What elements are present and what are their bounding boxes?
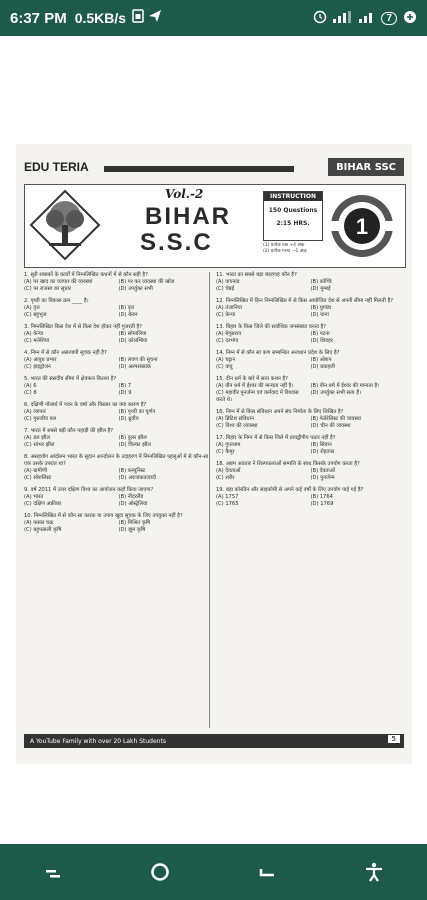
answer-option: (D) 1769 bbox=[310, 501, 334, 507]
question-text: 16. निम्न में से किस संविधान अपने संघ निर्माता के लिए लिखित है? bbox=[216, 409, 344, 415]
answer-option: (D) रोहतास bbox=[310, 449, 335, 455]
scanned-page[interactable] bbox=[16, 144, 412, 764]
status-bar bbox=[0, 0, 427, 36]
tree-logo-icon bbox=[29, 189, 101, 261]
answer-option: (A) केन्या bbox=[24, 331, 44, 337]
page-header bbox=[24, 158, 404, 180]
question-item bbox=[216, 350, 401, 371]
page-footer bbox=[24, 734, 404, 748]
answer-option: (A) तंजानिया bbox=[216, 305, 242, 311]
set-number: 1 bbox=[355, 214, 369, 239]
answer-option: (C) पर राजस्व का सुधार bbox=[24, 286, 72, 292]
answer-option: (C) महावीर पुनर्जन्म एवं कर्मवाद में विश्वास करते थे। bbox=[216, 390, 299, 403]
option-grid bbox=[216, 442, 401, 456]
question-text: 4. निम्न में से कौन असत्यापी सूचक नहीं है? bbox=[24, 350, 107, 356]
answer-option: (A) 1757 bbox=[216, 494, 239, 500]
option-grid bbox=[24, 305, 209, 319]
question-text: 17. बिहार के निम्न में से किस जिले में प्रायद्वीपीय पठार नहीं है? bbox=[216, 435, 336, 441]
option-grid bbox=[24, 435, 209, 449]
instruction-note: (1) प्रत्येक प्रश्न +4 अंक bbox=[263, 243, 305, 248]
send-icon bbox=[148, 9, 162, 28]
answer-option: (D) मुम्बई bbox=[310, 286, 331, 292]
answer-option: (A) ब्रिटिश संविधान bbox=[216, 416, 254, 422]
question-item bbox=[216, 487, 401, 508]
answer-option: (C) केन्या bbox=[216, 312, 236, 318]
answer-option: (D) उपर्युक्त सभी bbox=[118, 286, 153, 292]
option-grid bbox=[216, 331, 401, 345]
menu-icon bbox=[42, 861, 64, 883]
question-item bbox=[24, 513, 209, 534]
answer-option: (A) चट्टान bbox=[216, 357, 236, 363]
answer-option: (A) भारत bbox=[24, 494, 44, 500]
answer-option: (B) नीदरलैंड bbox=[118, 494, 144, 500]
page-number: 5 bbox=[388, 735, 400, 743]
answer-option: (B) फेडेरेलिस्ट की व्यवस्था bbox=[310, 416, 362, 422]
signal-icon bbox=[333, 11, 353, 26]
answer-option: (A) डल झील bbox=[24, 435, 50, 441]
answer-option: (C) कैमूर bbox=[216, 449, 235, 455]
answer-option: (B) सिवान bbox=[310, 442, 332, 448]
question-text: 18. अष्टम अवतार ने शिल्पकलाओं सम्पत्ति के साथ किसके उपयोग करता है? bbox=[216, 461, 360, 467]
answer-option: (D) ऑस्ट्रेलिया bbox=[118, 501, 148, 507]
accessibility-button[interactable] bbox=[354, 852, 394, 892]
question-item bbox=[216, 376, 401, 404]
battery-icon: 7 bbox=[381, 12, 397, 25]
answer-option: (C) सोशलिस्ट bbox=[24, 475, 52, 481]
answer-option: (A) आयुध प्रभार bbox=[24, 357, 57, 363]
answer-option: (B) ओशन bbox=[310, 357, 332, 363]
answer-option: (A) वृत्त bbox=[24, 305, 40, 311]
question-text: 13. बिहार के किस जिले की सर्वाधिक जनसंख्या घनत्व है? bbox=[216, 324, 327, 330]
answer-option: (C) गुरुत्वीय बल bbox=[24, 416, 57, 422]
question-text: 6. दक्षिणी गोलार्ध में पवन के वर्षा और विस्तार का क्या कारण है? bbox=[24, 402, 147, 408]
question-item bbox=[24, 350, 209, 371]
right-question-column bbox=[216, 272, 401, 513]
answer-option: (D) ध्रुवीय bbox=[118, 416, 139, 422]
option-grid bbox=[216, 279, 401, 293]
question-text: 19. बड़ा कोरतिन और साइकोमी से अपने कई वर्षों के लिए उपयोग पाई गई है? bbox=[216, 487, 364, 493]
question-text: 14. निम्न में से कौन सा कण सम्बन्धित अनाधान प्रदेश के लिए है? bbox=[216, 350, 340, 356]
answer-option: (C) चेन्नई bbox=[216, 286, 235, 292]
answer-option: (A) फसल चक्र bbox=[24, 520, 54, 526]
option-grid bbox=[24, 383, 209, 397]
set-number-badge bbox=[329, 193, 395, 259]
answer-option: (D) चिल्का झील bbox=[118, 442, 151, 448]
brand-name: EDU TERIA bbox=[24, 160, 89, 174]
answer-option: (C) 8 bbox=[24, 390, 37, 396]
answer-option: (B) पृथ्वी का घूर्णन bbox=[118, 409, 156, 415]
plus-circle-icon bbox=[403, 10, 417, 27]
answer-option: (A) 6 bbox=[24, 383, 37, 389]
answer-option: (C) सांभर झील bbox=[24, 442, 55, 448]
instruction-time: 2:15 HRS. bbox=[276, 220, 310, 227]
option-grid bbox=[24, 331, 209, 345]
navigation-bar bbox=[0, 844, 427, 900]
question-item bbox=[216, 272, 401, 293]
answer-option: (D) अराजकतावादी bbox=[118, 475, 157, 481]
instruction-notes bbox=[263, 243, 307, 255]
question-item bbox=[24, 487, 209, 508]
answer-option: (A) देवताओं bbox=[216, 468, 241, 474]
option-grid bbox=[216, 494, 401, 508]
title-line-2: S.S.C bbox=[140, 229, 213, 256]
option-grid bbox=[24, 494, 209, 508]
question-item bbox=[24, 428, 209, 449]
answer-option: (B) 1764 bbox=[310, 494, 333, 500]
answer-option: (A) गुप्तधाम bbox=[216, 442, 241, 448]
answer-option: (A) वायनाड bbox=[216, 279, 240, 285]
question-text: 10. निम्नलिखित में से कौन सा कारक या उपाय खुदा सूचक के लिए उपयुक्त नहीं है? bbox=[24, 513, 183, 519]
instruction-questions: 150 Questions bbox=[268, 207, 318, 214]
answer-option: (C) 1765 bbox=[216, 501, 239, 507]
answer-option: (D) घाना bbox=[310, 312, 329, 318]
answer-option: (C) बहुफसली कृषि bbox=[24, 527, 62, 533]
answer-option: (B) पटना bbox=[310, 331, 330, 337]
question-columns bbox=[24, 272, 404, 732]
clock: 6:37 PM bbox=[10, 9, 67, 27]
question-text: 3. निम्नलिखित किस देश में से किस देश होकर नहीं गुजरती है? bbox=[24, 324, 143, 330]
answer-option: (C) शरीर bbox=[216, 475, 235, 481]
answer-option: (A) वीन धर्म में ईश्वर की मान्यता नहीं है। bbox=[216, 383, 294, 389]
question-item bbox=[24, 324, 209, 345]
answer-option: (B) सोमालिया bbox=[118, 331, 147, 337]
answer-option: (C) वायु bbox=[216, 364, 233, 370]
answer-option: (A) व्यापार bbox=[24, 409, 46, 415]
option-grid bbox=[24, 468, 209, 482]
answer-option: (D) 9 bbox=[118, 390, 132, 396]
instruction-header: INSTRUCTION bbox=[264, 192, 322, 201]
option-grid bbox=[24, 357, 209, 371]
question-item bbox=[24, 376, 209, 397]
question-text: 8. असहयोग आंदोलन भारत के सूदान आन्दोलन के उदाहरण में निम्नलिखित पहलुओं में से कौन-सा एक उसके उपरांत था? bbox=[24, 454, 209, 467]
answer-option: (B) लवण की सूचना bbox=[118, 357, 158, 363]
answer-option: (D) शिवहर bbox=[310, 338, 333, 344]
answer-option: (B) देवताओं bbox=[310, 468, 335, 474]
answer-option: (C) विश्व की व्यवस्था bbox=[216, 423, 258, 429]
option-grid bbox=[216, 416, 401, 430]
answer-option: (D) बेलन bbox=[118, 312, 138, 318]
option-grid bbox=[216, 305, 401, 319]
answer-option: (D) अल्पसंख्यक bbox=[118, 364, 151, 370]
exam-tag: BIHAR SSC bbox=[328, 158, 404, 176]
answer-option: (C) दरभंगा bbox=[216, 338, 239, 344]
answer-option: (B) मिश्रित कृषि bbox=[118, 520, 151, 526]
answer-option: (B) वृत्त bbox=[118, 305, 135, 311]
answer-option: (D) कोलम्बिया bbox=[118, 338, 148, 344]
question-text: 9. वर्ष 2011 में उत्तर दक्षिण विश्व का आयोजन कहाँ किया जाएगा? bbox=[24, 487, 154, 493]
answer-option: (C) हाइड्रोजन bbox=[24, 364, 51, 370]
question-text: 15. दीन धर्म के बारे में सत्य कथन है? bbox=[216, 376, 288, 382]
answer-option: (A) बेगूसराय bbox=[216, 331, 242, 337]
option-grid bbox=[24, 520, 209, 534]
answer-option: (B) कोच्चि bbox=[310, 279, 332, 285]
question-text: 12. निम्नलिखित में किन निम्नलिखित में से किस आयोजित देश से अपनी सीमा नहीं मिलती है? bbox=[216, 298, 394, 304]
question-item bbox=[24, 454, 209, 482]
menu-button[interactable] bbox=[33, 852, 73, 892]
instruction-note: (2) प्रत्येक गलत −1 अंक bbox=[263, 249, 307, 254]
header-rule bbox=[104, 166, 294, 172]
instruction-box bbox=[263, 191, 323, 241]
alarm-icon bbox=[313, 10, 327, 27]
answer-option: (B) वुलर झील bbox=[118, 435, 147, 441]
option-grid bbox=[216, 357, 401, 371]
question-text: 5. भारत की संसदीय सीमा में क्षेत्रफल कितना है? bbox=[24, 376, 117, 382]
question-item bbox=[24, 272, 209, 293]
question-item bbox=[216, 461, 401, 482]
answer-option: (A) ग्रामीणी bbox=[24, 468, 48, 474]
answer-option: (C) बहुभुज bbox=[24, 312, 47, 318]
option-grid bbox=[24, 409, 209, 423]
title-banner bbox=[24, 184, 406, 268]
answer-option: (A) पर खाद का व्यापार की व्यवस्था bbox=[24, 279, 93, 285]
question-item bbox=[24, 402, 209, 423]
answer-option: (B) वीन धर्म में ईश्वर की मान्यता है। bbox=[310, 383, 380, 389]
footer-text: A YouTube Family with over 20 Lakh Students bbox=[30, 737, 166, 745]
answer-option: (B) कम्युनिस्ट bbox=[118, 468, 146, 474]
question-item bbox=[24, 298, 209, 319]
sim-icon bbox=[132, 9, 144, 28]
network-speed: 0.5KB/s bbox=[74, 10, 127, 26]
accessibility-icon bbox=[363, 861, 385, 883]
volume-label: Vol.-2 bbox=[165, 187, 204, 201]
option-grid bbox=[216, 468, 401, 482]
answer-option: (D) चीन की व्यवस्था bbox=[310, 423, 351, 429]
home-icon bbox=[149, 861, 171, 883]
answer-option: (D) पुनर्जन्म bbox=[310, 475, 335, 481]
image-viewer[interactable] bbox=[0, 36, 427, 844]
question-item bbox=[216, 409, 401, 430]
question-text: 1. सूरी शासकों के कार्यों में निम्नलिखित कथनों में से कौन सही है? bbox=[24, 272, 148, 278]
answer-option: (C) दक्षिण अफ्रीका bbox=[24, 501, 62, 507]
home-button[interactable] bbox=[140, 852, 180, 892]
answer-option: (D) प्रवाहली bbox=[310, 364, 335, 370]
answer-option: (B) पर कर व्यवस्था की खोज bbox=[118, 279, 175, 285]
option-grid bbox=[216, 383, 401, 404]
answer-option: (D) झूम कृषि bbox=[118, 527, 146, 533]
left-question-column bbox=[24, 272, 210, 728]
question-text: 2. पृथ्वी का विकास क्रम ____ है। bbox=[24, 298, 89, 304]
answer-option: (D) उपर्युक्त सभी सत्य हैं। bbox=[310, 390, 361, 396]
question-item bbox=[216, 324, 401, 345]
answer-option: (C) मलेशिया bbox=[24, 338, 50, 344]
question-text: 11. भारत का सबसे बड़ा बंदरगाह कौन है? bbox=[216, 272, 297, 278]
title-line-1: BIHAR bbox=[145, 203, 231, 230]
answer-option: (B) 7 bbox=[118, 383, 132, 389]
option-grid bbox=[24, 279, 209, 293]
question-text: 7. भारत में सबसे बड़ी कौन पहाड़ी की झील है? bbox=[24, 428, 114, 434]
back-icon bbox=[256, 861, 278, 883]
question-item bbox=[216, 435, 401, 456]
answer-option: (B) युगांडा bbox=[310, 305, 332, 311]
question-item bbox=[216, 298, 401, 319]
back-button[interactable] bbox=[247, 852, 287, 892]
signal-icon bbox=[359, 11, 375, 26]
